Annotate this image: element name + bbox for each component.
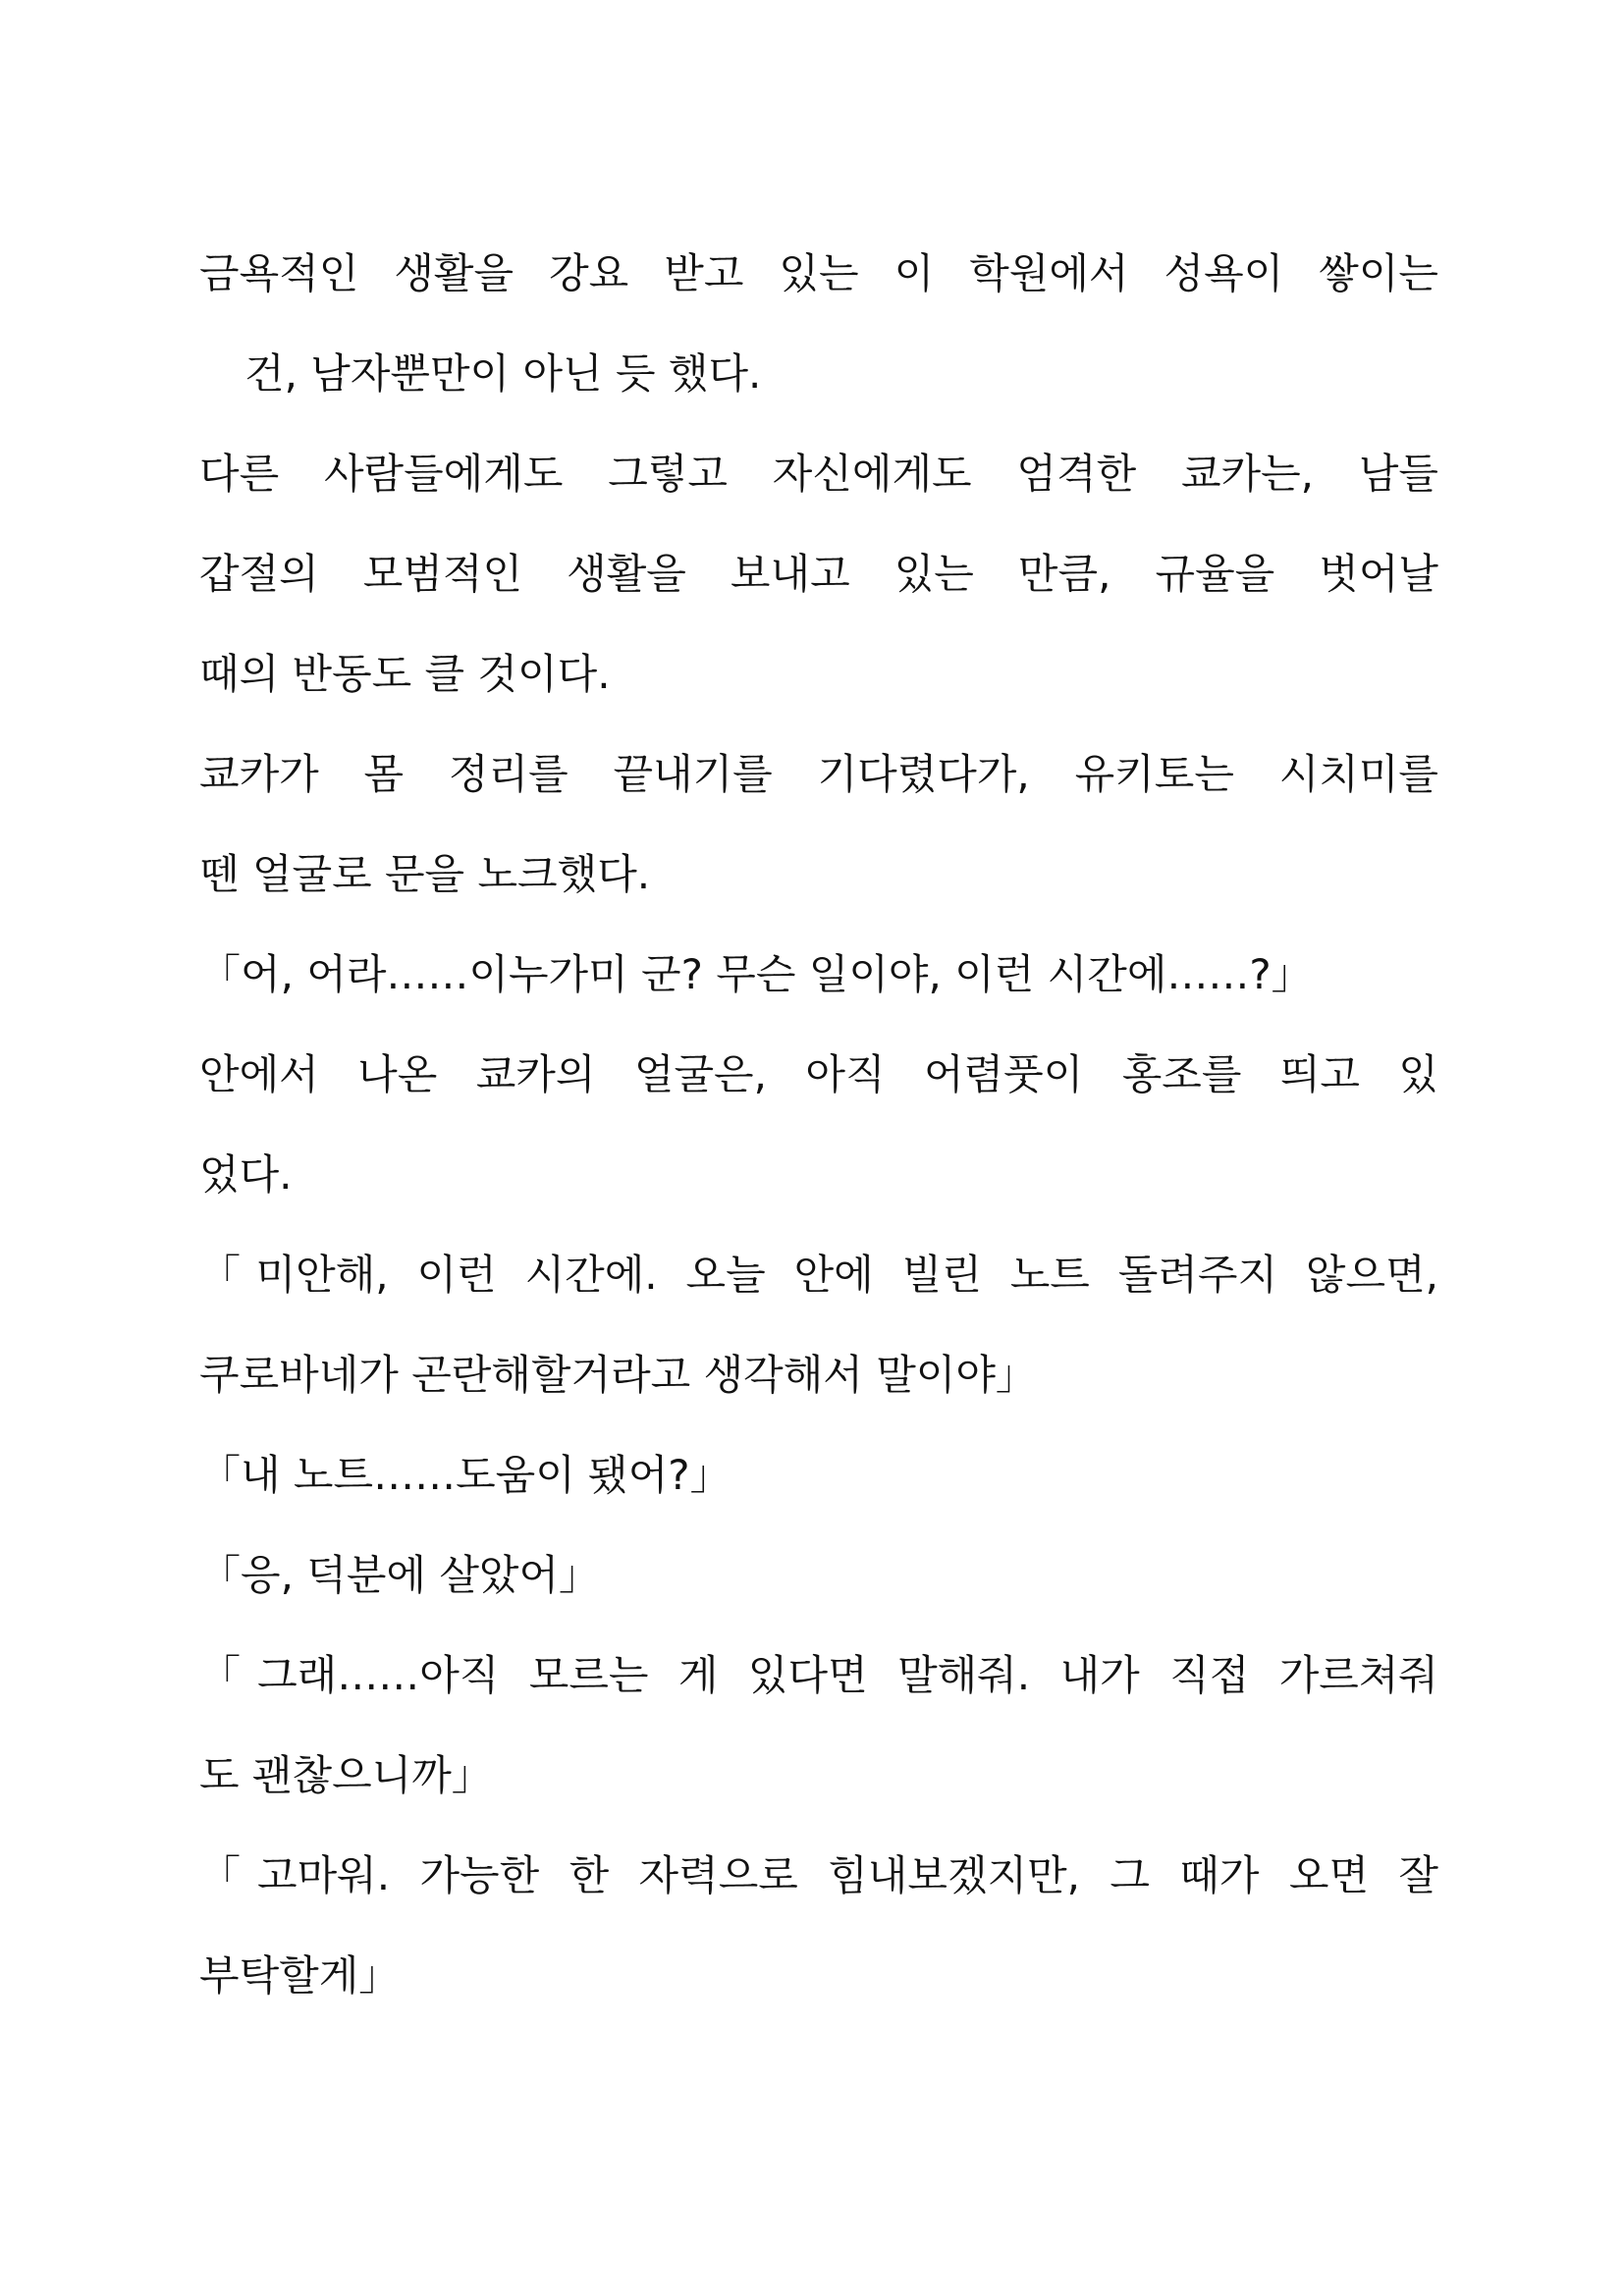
text-line: 었다. xyxy=(199,1150,293,1199)
text-line: 「미안해, 이런 시간에. 오늘 안에 빌린 노트 돌려주지 않으면, xyxy=(199,1251,1438,1299)
body-text xyxy=(199,224,1438,2026)
text-line: 금욕적인 생활을 강요 받고 있는 이 학원에서 성욕이 쌓이는 xyxy=(199,249,1438,297)
text-line: 「응, 덕분에 살았어」 xyxy=(199,1551,601,1599)
paragraph xyxy=(199,1626,1438,1826)
paragraph xyxy=(199,1525,1438,1626)
text-line: 갑절의 모범적인 생활을 보내고 있는 만큼, 규율을 벗어날 xyxy=(199,550,1438,598)
paragraph xyxy=(199,1225,1438,1425)
paragraph xyxy=(199,1025,1438,1225)
text-line: 「어, 어라……이누가미 군? 무슨 일이야, 이런 시간에……?」 xyxy=(199,950,1313,998)
text-line: 「그래……아직 모르는 게 있다면 말해줘. 내가 직접 가르쳐줘 xyxy=(199,1651,1438,1699)
paragraph xyxy=(199,424,1438,724)
paragraph xyxy=(199,925,1438,1025)
text-line: 안에서 나온 쿄카의 얼굴은, 아직 어렴풋이 홍조를 띄고 있 xyxy=(199,1050,1438,1098)
paragraph xyxy=(199,1826,1438,2026)
text-line: 건, 남자뿐만이 아닌 듯 했다. xyxy=(244,349,762,398)
text-line: 부탁할게」 xyxy=(199,1951,401,2000)
paragraph xyxy=(199,724,1438,925)
text-line: 「고마워. 가능한 한 자력으로 힘내보겠지만, 그 때가 오면 잘 xyxy=(199,1851,1438,1899)
text-line: 다른 사람들에게도 그렇고 자신에게도 엄격한 쿄카는, 남들 xyxy=(199,450,1438,498)
paragraph xyxy=(199,224,1438,424)
text-line: 때의 반동도 클 것이다. xyxy=(199,650,611,698)
text-line: 「내 노트……도움이 됐어?」 xyxy=(199,1451,731,1499)
text-line: 도 괜찮으니까」 xyxy=(199,1751,493,1799)
text-line: 뗀 얼굴로 문을 노크했다. xyxy=(199,850,651,898)
paragraph xyxy=(199,1425,1438,1525)
text-line: 쿄카가 몸 정리를 끝내기를 기다렸다가, 유키토는 시치미를 xyxy=(199,750,1438,798)
text-line: 쿠로바네가 곤란해할거라고 생각해서 말이야」 xyxy=(199,1351,1037,1399)
